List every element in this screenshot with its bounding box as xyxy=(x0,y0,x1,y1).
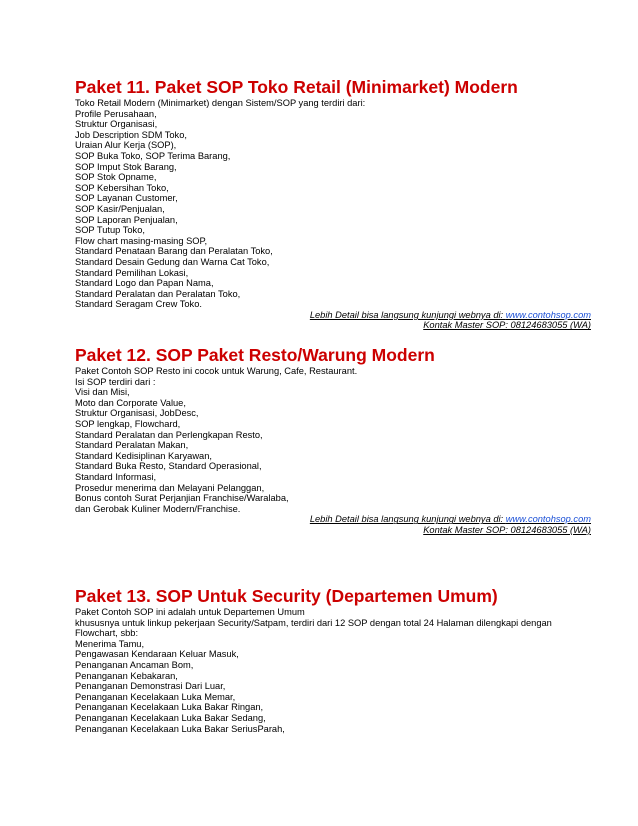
detail-links xyxy=(75,514,591,535)
list-item: Visi dan Misi, xyxy=(75,387,130,398)
section-title: Paket 12. SOP Paket Resto/Warung Modern xyxy=(75,345,435,365)
item-list xyxy=(75,607,591,734)
list-item: khususnya untuk linkup pekerjaan Security/Satpam, terdiri dari 12 SOP dengan total 24 Halaman dilengkapi dengan xyxy=(75,617,552,628)
list-item: SOP Layanan Customer, xyxy=(75,193,178,204)
list-item: Penanganan Kecelakaan Luka Bakar Ringan, xyxy=(75,702,264,713)
list-item: Pengawasan Kendaraan Keluar Masuk, xyxy=(75,649,239,660)
detail-text: Lebih Detail bisa langsung kunjungi webnya di: xyxy=(309,309,506,320)
list-item: SOP Kasir/Penjualan, xyxy=(75,203,165,214)
list-item: Prosedur menerima dan Melayani Pelanggan, xyxy=(75,482,265,493)
list-item: Penanganan Kecelakaan Luka Bakar SeriusParah, xyxy=(75,723,285,734)
list-item: Menerima Tamu, xyxy=(75,638,145,649)
list-item: SOP Buka Toko, SOP Terima Barang, xyxy=(75,150,231,161)
list-item: Standard Peralatan dan Peralatan Toko, xyxy=(75,288,241,299)
list-item: SOP lengkap, Flowchard, xyxy=(75,418,181,429)
section-title: Paket 13. SOP Untuk Security (Departemen Umum) xyxy=(75,586,498,606)
list-item: Isi SOP terdiri dari : xyxy=(75,376,156,387)
list-item: Penanganan Demonstrasi Dari Luar, xyxy=(75,681,226,692)
list-item: Standard Peralatan Makan, xyxy=(75,440,189,451)
list-item: Standard Seragam Crew Toko. xyxy=(75,299,202,310)
list-item: Toko Retail Modern (Minimarket) dengan Sistem/SOP yang terdiri dari: xyxy=(75,98,366,108)
section-title: Paket 11. Paket SOP Toko Retail (Minimarket) Modern xyxy=(75,77,518,97)
website-link[interactable]: www.contohsop.com xyxy=(505,309,591,320)
list-item: SOP Imput Stok Barang, xyxy=(75,161,177,172)
section-paket-12 xyxy=(75,345,591,536)
list-item: Paket Contoh SOP ini adalah untuk Departemen Umum xyxy=(75,607,305,617)
list-item: Flowchart, sbb: xyxy=(75,628,139,639)
list-item: Standard Penataan Barang dan Peralatan Toko, xyxy=(75,246,273,257)
list-item: SOP Stok Opname, xyxy=(75,172,157,183)
list-item: Standard Informasi, xyxy=(75,471,157,482)
list-item: Job Description SDM Toko, xyxy=(75,129,187,140)
list-item: SOP Laporan Penjualan, xyxy=(75,214,178,225)
list-item: Standard Pemilihan Lokasi, xyxy=(75,267,189,278)
list-item: Struktur Organisasi, JobDesc, xyxy=(75,408,199,419)
list-item: dan Gerobak Kuliner Modern/Franchise. xyxy=(75,503,241,514)
list-item: Flow chart masing-masing SOP, xyxy=(75,235,208,246)
list-item: SOP Kebersihan Toko, xyxy=(75,182,169,193)
section-paket-11 xyxy=(75,77,591,331)
item-list xyxy=(75,366,591,514)
list-item: Moto dan Corporate Value, xyxy=(75,397,186,408)
contact-link[interactable]: Kontak Master SOP: 08124683055 (WA) xyxy=(423,524,591,535)
detail-links xyxy=(75,310,591,331)
list-item: Standard Peralatan dan Perlengkapan Resto, xyxy=(75,429,263,440)
item-list xyxy=(75,98,591,310)
detail-line xyxy=(75,310,591,321)
website-link[interactable]: www.contohsop.com xyxy=(505,514,591,525)
list-item: Profile Perusahaan, xyxy=(75,108,157,119)
list-item: Penanganan Kecelakaan Luka Memar, xyxy=(75,691,236,702)
list-item: Penanganan Ancaman Bom, xyxy=(75,659,194,670)
detail-text: Lebih Detail bisa langsung kunjungi webnya di: xyxy=(309,514,506,525)
list-item: Standard Kedisiplinan Karyawan, xyxy=(75,450,212,461)
list-item: Paket Contoh SOP Resto ini cocok untuk Warung, Cafe, Restaurant. xyxy=(75,366,358,376)
list-item: Standard Desain Gedung dan Warna Cat Toko, xyxy=(75,256,270,267)
section-paket-13 xyxy=(75,586,591,734)
list-item: Penanganan Kecelakaan Luka Bakar Sedang, xyxy=(75,712,266,723)
list-item: Bonus contoh Surat Perjanjian Franchise/Waralaba, xyxy=(75,493,289,504)
list-item: Standard Buka Resto, Standard Operasional, xyxy=(75,461,262,472)
list-item: Uraian Alur Kerja (SOP), xyxy=(75,140,177,151)
list-item: Standard Logo dan Papan Nama, xyxy=(75,278,214,289)
detail-line xyxy=(75,514,591,525)
list-item: Penanganan Kebakaran, xyxy=(75,670,178,681)
list-item: Struktur Organisasi, xyxy=(75,119,158,130)
contact-link[interactable]: Kontak Master SOP: 08124683055 (WA) xyxy=(423,320,591,331)
list-item: SOP Tutup Toko, xyxy=(75,225,145,236)
